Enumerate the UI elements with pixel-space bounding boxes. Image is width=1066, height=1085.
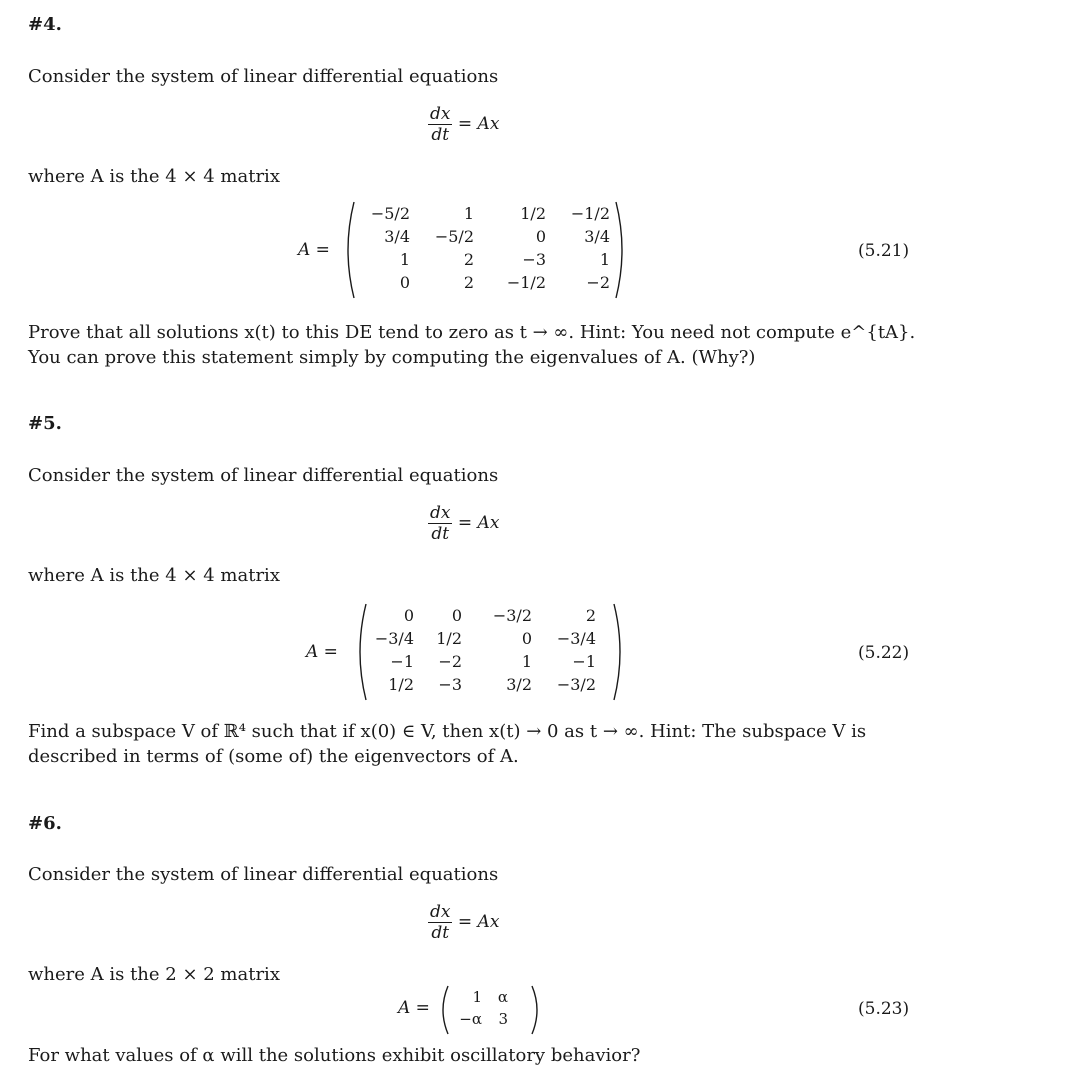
- problem-4-where: where A is the 4 × 4 matrix: [28, 166, 280, 187]
- matrix-cell: −3/2: [492, 606, 532, 625]
- left-paren-icon: [436, 984, 450, 1036]
- problem-5-where: where A is the 4 × 4 matrix: [28, 565, 280, 586]
- equation-numerator: dx: [430, 104, 451, 124]
- matrix-cell: −1: [390, 652, 414, 671]
- matrix-row: [366, 673, 602, 696]
- matrix-row: [356, 225, 616, 248]
- matrix-cell: 0: [451, 606, 462, 625]
- matrix-cell: 1: [521, 652, 532, 671]
- matrix-cell: −1/2: [570, 204, 610, 223]
- matrix-row: [450, 986, 514, 1008]
- matrix-cell: 1: [599, 250, 610, 269]
- matrix-cell: 3/4: [584, 227, 610, 246]
- matrix-row: [356, 271, 616, 294]
- problem-6-heading: #6.: [28, 813, 62, 834]
- left-paren-icon: [340, 200, 356, 300]
- matrix-cell: −2: [438, 652, 462, 671]
- matrix-cell: −3: [438, 675, 462, 694]
- matrix-cell: −α: [459, 1010, 482, 1028]
- problem-5-matrix: [366, 604, 602, 696]
- matrix-row: [366, 627, 602, 650]
- matrix-cell: 3/4: [384, 227, 410, 246]
- problem-4-matrix: [356, 202, 616, 294]
- equation-denominator: dt: [431, 524, 450, 544]
- problem-6-where: where A is the 2 × 2 matrix: [28, 964, 280, 985]
- matrix-cell: 2: [585, 606, 596, 625]
- matrix-cell: 0: [399, 273, 410, 292]
- problem-6-eq-number: (5.23): [858, 999, 910, 1019]
- matrix-cell: −2: [586, 273, 610, 292]
- matrix-cell: 1/2: [388, 675, 414, 694]
- matrix-cell: 3: [498, 1010, 508, 1028]
- matrix-cell: −1/2: [506, 273, 546, 292]
- matrix-cell: −3/4: [556, 629, 596, 648]
- problem-6-matrix: [450, 986, 514, 1030]
- matrix-row: [366, 604, 602, 627]
- matrix-cell: 1/2: [436, 629, 462, 648]
- matrix-cell: −5/2: [370, 204, 410, 223]
- matrix-cell: 2: [463, 250, 474, 269]
- matrix-cell: 1: [463, 204, 474, 223]
- matrix-cell: 1: [399, 250, 410, 269]
- matrix-cell: −3/4: [374, 629, 414, 648]
- matrix-row: [356, 202, 616, 225]
- equation-denominator: dt: [431, 923, 450, 943]
- matrix-cell: 0: [535, 227, 546, 246]
- matrix-row: [450, 1008, 514, 1030]
- problem-4-equation: [428, 104, 499, 145]
- problem-4-intro: Consider the system of linear differential equations: [28, 66, 499, 87]
- matrix-cell: 1/2: [520, 204, 546, 223]
- problem-5-question: Find a subspace V of ℝ⁴ such that if x(0) ∈ V, then x(t) → 0 as t → ∞. Hint: The subspace V is described in terms of (some of) the eigenvectors of A.: [28, 721, 867, 767]
- equation-rhs: = Ax: [457, 513, 500, 533]
- matrix-cell: 0: [521, 629, 532, 648]
- matrix-cell: −3: [522, 250, 546, 269]
- matrix-cell: α: [497, 988, 508, 1006]
- problem-6-matrix-label: A =: [398, 998, 430, 1018]
- matrix-row: [356, 248, 616, 271]
- right-paren-icon: [614, 200, 630, 300]
- problem-5-eq-number: (5.22): [858, 643, 910, 663]
- equation-rhs: = Ax: [457, 114, 500, 134]
- matrix-row: [366, 650, 602, 673]
- problem-5-heading: #5.: [28, 413, 62, 434]
- equation-denominator: dt: [431, 125, 450, 145]
- problem-5-matrix-label: A =: [306, 642, 338, 662]
- matrix-cell: −5/2: [434, 227, 474, 246]
- equation-numerator: dx: [430, 902, 451, 922]
- equation-numerator: dx: [430, 503, 451, 523]
- right-paren-icon: [612, 602, 628, 702]
- problem-5-equation: [428, 503, 499, 544]
- problem-4-eq-number: (5.21): [858, 241, 910, 261]
- equation-rhs: = Ax: [457, 912, 500, 932]
- matrix-cell: −1: [572, 652, 596, 671]
- problem-4-matrix-label: A =: [298, 240, 330, 260]
- problem-6-intro: Consider the system of linear differential equations: [28, 864, 499, 885]
- problem-6-question: For what values of α will the solutions exhibit oscillatory behavior?: [28, 1045, 641, 1066]
- matrix-cell: 1: [472, 988, 482, 1006]
- right-paren-icon: [530, 984, 544, 1036]
- problem-5-intro: Consider the system of linear differential equations: [28, 465, 499, 486]
- matrix-cell: 2: [463, 273, 474, 292]
- problem-6-equation: [428, 902, 499, 943]
- matrix-cell: −3/2: [556, 675, 596, 694]
- matrix-cell: 3/2: [506, 675, 532, 694]
- problem-4-question: Prove that all solutions x(t) to this DE tend to zero as t → ∞. Hint: You need not compute e^{tA}. You can prove this statement simply by computing the eigenvalues of A. (Why?): [28, 322, 916, 368]
- problem-4-heading: #4.: [28, 14, 62, 35]
- matrix-cell: 0: [403, 606, 414, 625]
